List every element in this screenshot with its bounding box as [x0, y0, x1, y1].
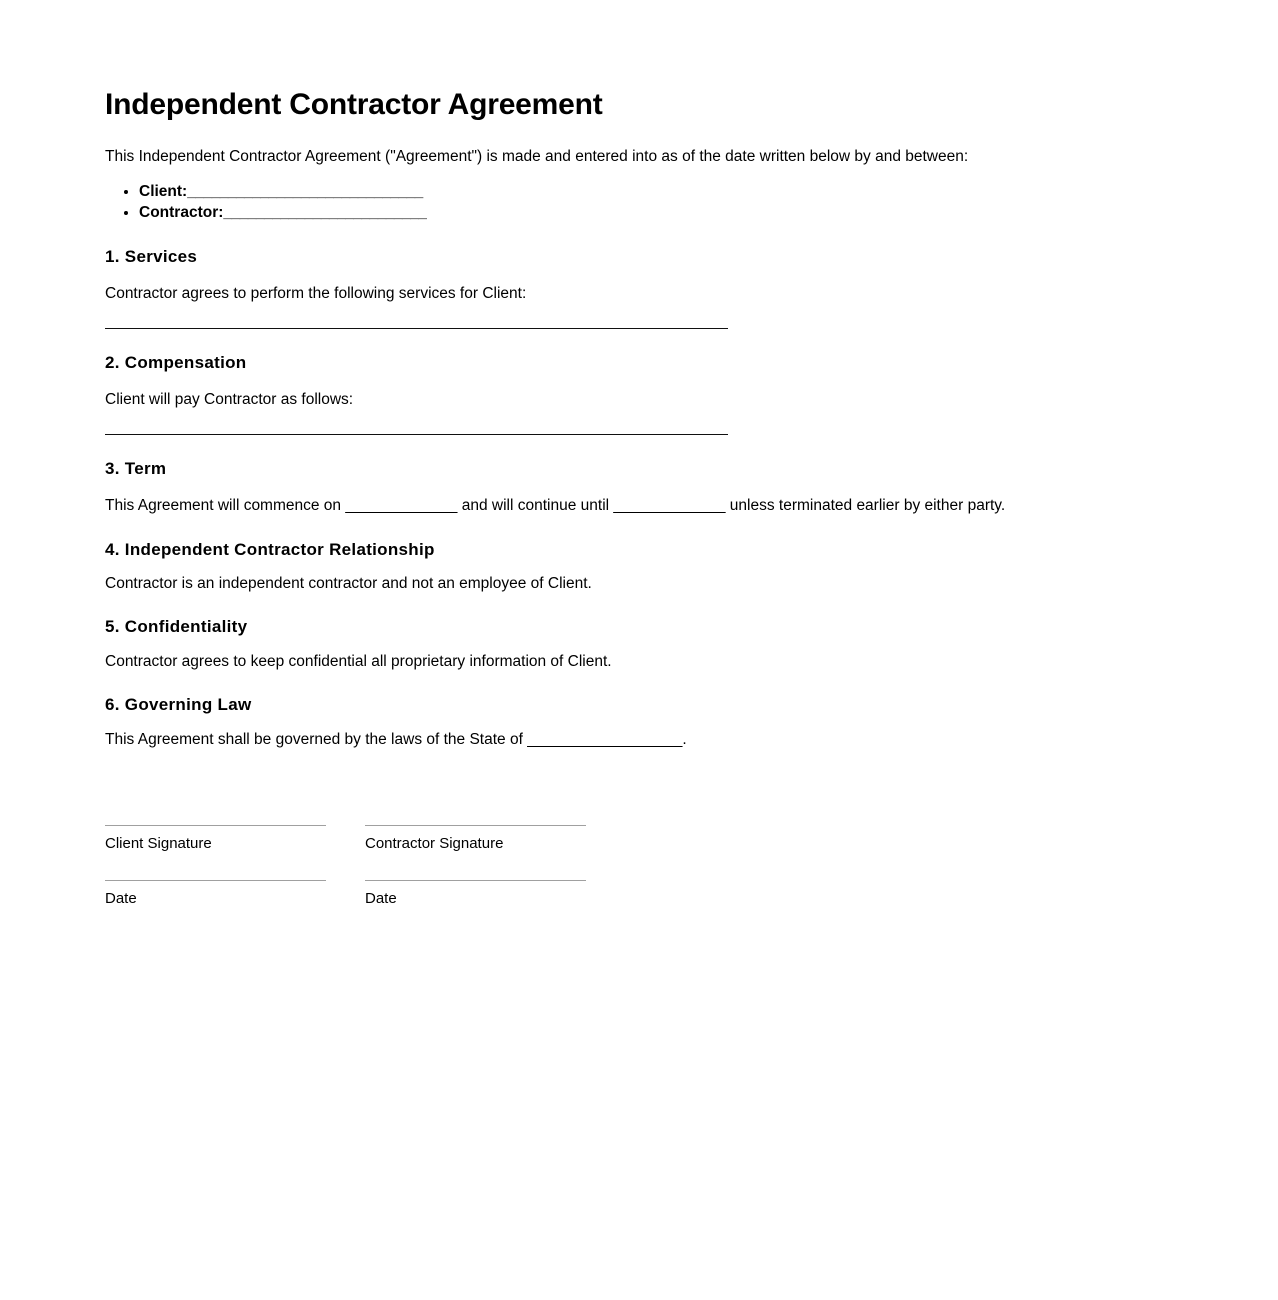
client-signature-label: Client Signature: [105, 835, 212, 853]
section-body-relationship: Contractor is an independent contractor and not an employee of Client.: [105, 574, 592, 592]
services-write-in-rule[interactable]: [105, 328, 728, 329]
compensation-write-in-rule[interactable]: [105, 434, 728, 435]
term-end-date-blank[interactable]: _____________: [613, 497, 726, 515]
client-signature-line[interactable]: [105, 825, 326, 826]
list-item-client: [139, 182, 1173, 202]
term-start-date-blank[interactable]: _____________: [345, 497, 458, 515]
client-date-label: Date: [105, 889, 137, 907]
section-heading-relationship: 4. Independent Contractor Relationship: [105, 539, 435, 559]
section-body-compensation: Client will pay Contractor as follows:: [105, 391, 354, 409]
contractor-blank-field[interactable]: _________________________: [223, 203, 427, 221]
contractor-signature-line[interactable]: [365, 825, 586, 826]
signature-column-client: [105, 825, 326, 908]
section-heading-confidentiality: 5. Confidentiality: [105, 617, 248, 637]
page-title: Independent Contractor Agreement: [105, 88, 603, 121]
section-body-governing-law: [105, 729, 1173, 751]
contractor-date-label: Date: [365, 889, 397, 907]
client-date-line[interactable]: [105, 880, 326, 881]
client-label: Client:: [139, 183, 188, 201]
section-heading-compensation: 2. Compensation: [105, 352, 247, 372]
section-body-services: Contractor agrees to perform the following services for Client:: [105, 285, 527, 303]
contractor-label: Contractor:: [139, 203, 224, 221]
section-body-confidentiality: Contractor agrees to keep confidential all proprietary information of Client.: [105, 652, 612, 670]
section-heading-term: 3. Term: [105, 458, 167, 478]
section-heading-services: 1. Services: [105, 246, 198, 266]
intro-paragraph: This Independent Contractor Agreement ("Agreement") is made and entered into as of the date written below by and between:: [105, 147, 969, 165]
governing-law-state-blank[interactable]: __________________: [527, 730, 683, 748]
governing-law-text-prefix: This Agreement shall be governed by the laws of the State of: [105, 730, 528, 748]
term-text-middle: and will continue until: [457, 497, 614, 515]
section-heading-governing-law: 6. Governing Law: [105, 695, 252, 715]
term-text-prefix: This Agreement will commence on: [105, 497, 346, 515]
term-text-suffix: unless terminated earlier by either party.: [725, 497, 1006, 515]
section-body-term: [105, 495, 1173, 517]
list-item-contractor: [139, 203, 1173, 223]
contractor-date-line[interactable]: [365, 880, 586, 881]
signature-block: [105, 825, 1173, 908]
governing-law-text-suffix: .: [682, 730, 687, 748]
client-blank-field[interactable]: _____________________________: [187, 183, 423, 201]
parties-list: [105, 182, 1173, 223]
contractor-signature-label: Contractor Signature: [365, 835, 504, 853]
signature-column-contractor: [365, 825, 586, 908]
